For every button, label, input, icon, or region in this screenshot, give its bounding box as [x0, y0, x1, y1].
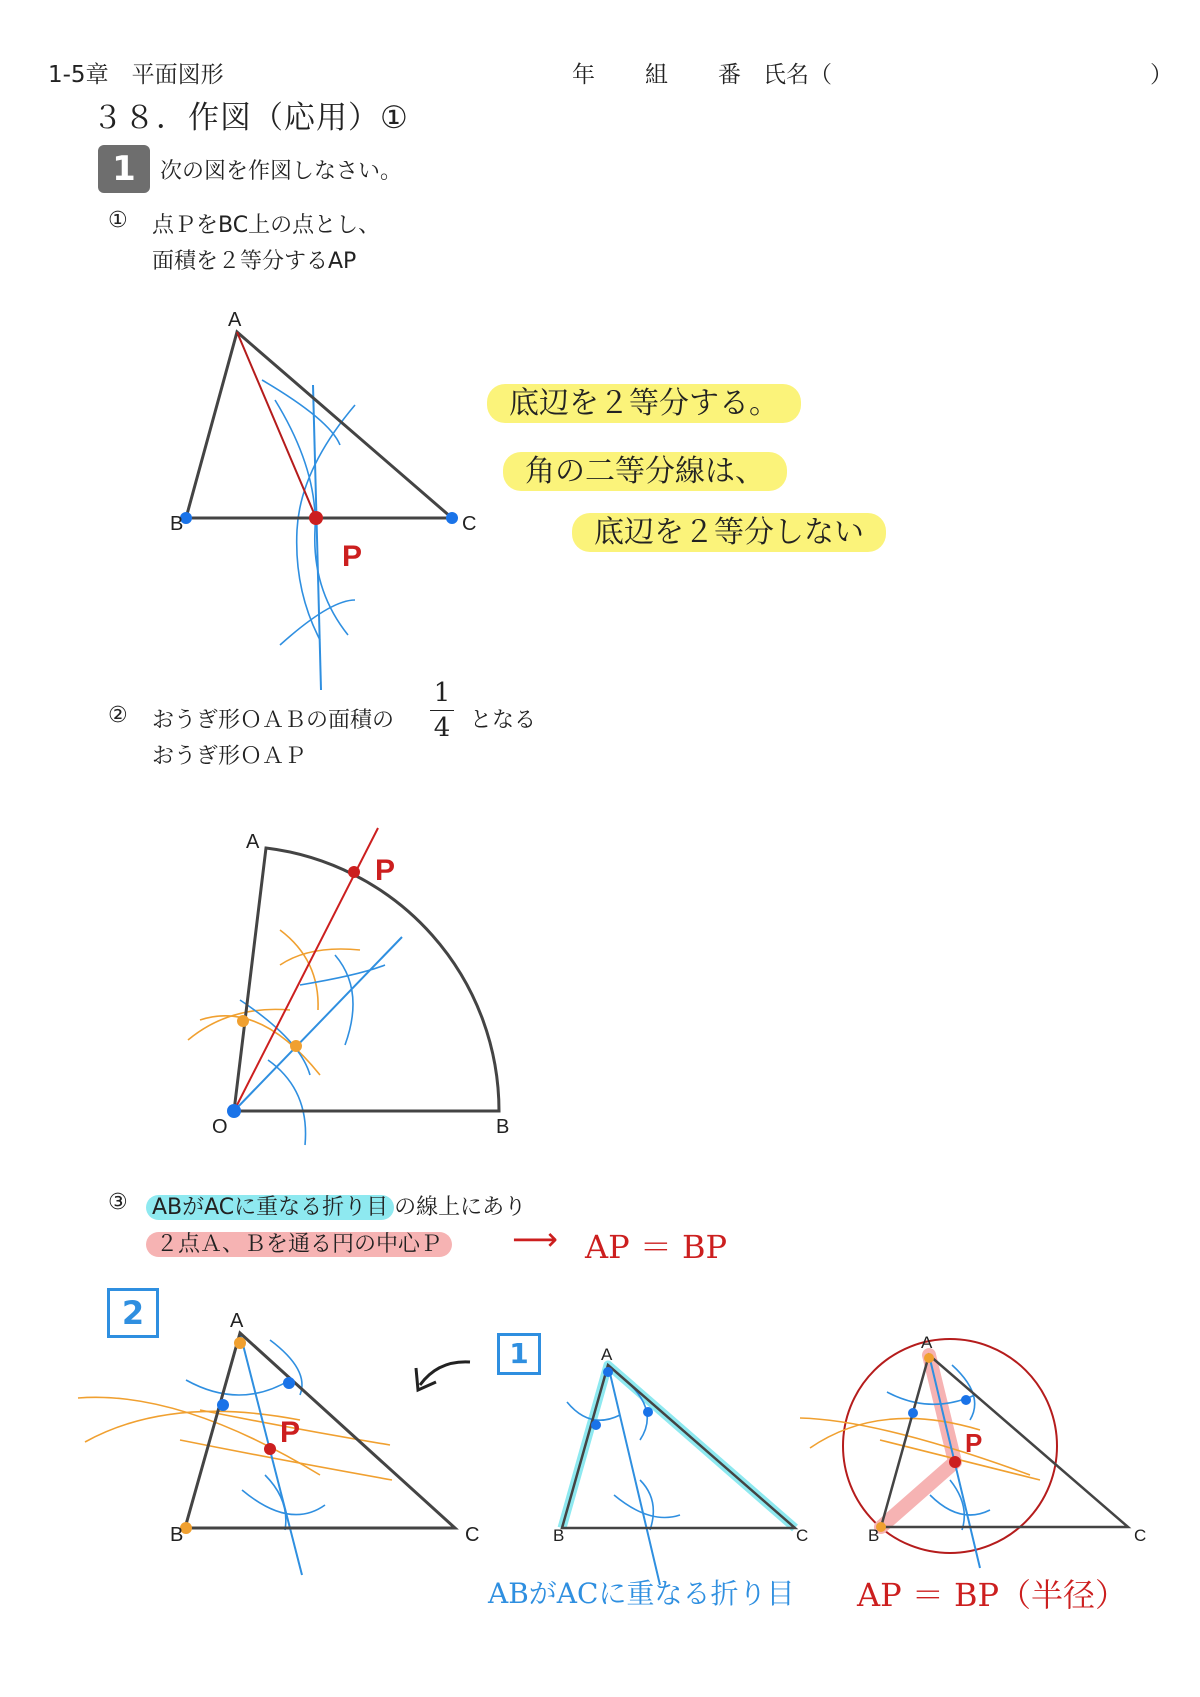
fig5-point-A — [924, 1353, 934, 1363]
q1-line2: 面積を２等分するAP — [152, 249, 357, 274]
q3-box-1: 1 — [497, 1333, 541, 1375]
q3-line1-rest: の線上にあり — [394, 1195, 527, 1220]
q1-line1: 点ＰをBC上の点とし、 — [152, 213, 381, 238]
q1-number: ① — [108, 208, 128, 233]
fig2-sector — [234, 848, 499, 1111]
q1-note-1: 底辺を２等分する。 — [487, 384, 801, 423]
fig2-orange-point-2 — [290, 1040, 302, 1052]
fig2-blue-arcs — [240, 955, 385, 1145]
fig2-point-P — [348, 866, 360, 878]
q2-line1a: おうぎ形ＯＡＢの面積の — [152, 708, 395, 733]
fig2-label-B: B — [496, 1116, 510, 1138]
figure-4 — [553, 1345, 808, 1585]
section-1-instruction: 次の図を作図しなさい。 — [160, 159, 403, 184]
fig1-segment-AP — [237, 332, 316, 518]
number-label: 番 — [718, 62, 741, 88]
fig4-blue-point-1 — [591, 1420, 601, 1430]
q3-arrow: ⟶ — [512, 1220, 558, 1258]
q3-line1-highlight: ABがACに重なる折り目 — [146, 1195, 394, 1220]
fig2-orange-point-1 — [237, 1015, 249, 1027]
fig1-label-A: A — [228, 309, 242, 331]
fig5-blue-point-2 — [961, 1395, 971, 1405]
fig4-point-A — [603, 1367, 613, 1377]
fig3-triangle — [185, 1333, 455, 1528]
q3-caption-right: AP ＝ BP（半径） — [857, 1576, 1128, 1614]
fig4-highlight-AB-AC — [562, 1365, 795, 1528]
fig5-label-A: A — [921, 1333, 933, 1352]
fig5-highlight-AP-BP — [881, 1355, 955, 1527]
fraction-denominator: 4 — [433, 713, 451, 743]
name-label: 氏名（ — [763, 62, 832, 88]
q3-result: AP ＝ BP — [585, 1228, 728, 1266]
fig5-orange-arcs — [800, 1418, 1040, 1480]
figure-1 — [170, 309, 476, 690]
figure-2 — [188, 828, 509, 1145]
fig3-orange-arcs — [78, 1397, 392, 1480]
fig3-blue-point-1 — [217, 1399, 229, 1411]
fig4-label-C: C — [796, 1526, 809, 1545]
class-label: 組 — [645, 62, 668, 88]
q1-note-2: 角の二等分線は、 — [503, 452, 787, 491]
fig2-point-O — [227, 1104, 241, 1118]
q1-note-3: 底辺を２等分しない — [572, 513, 886, 552]
q3-box-2: 2 — [107, 1288, 159, 1338]
fig5-label-C: C — [1134, 1526, 1147, 1545]
fig5-blue-point-1 — [908, 1408, 918, 1418]
q2-line1b: となる — [470, 708, 537, 733]
fig3-orange-point-A — [234, 1337, 246, 1349]
q3-number: ③ — [108, 1190, 128, 1215]
figure-3 — [78, 1310, 479, 1575]
fig1-label-C: C — [462, 513, 477, 535]
fraction-numerator: 1 — [433, 678, 451, 708]
page-title: ３８．作図（応用）① — [92, 100, 409, 136]
fig1-arcs — [262, 380, 355, 645]
fig3-label-P: P — [280, 1416, 301, 1449]
fig5-point-P — [949, 1456, 961, 1468]
fig3-point-P — [264, 1443, 276, 1455]
fig5-label-P: P — [965, 1428, 983, 1458]
section-1-badge: 1 — [98, 145, 150, 193]
year-label: 年 — [572, 62, 595, 88]
figure-5 — [800, 1333, 1146, 1568]
fig3-label-A: A — [230, 1310, 244, 1332]
fig2-label-O: O — [212, 1116, 228, 1138]
fig1-label-P: P — [342, 540, 363, 573]
fig2-orange-arcs — [188, 930, 360, 1075]
fig1-triangle — [186, 332, 452, 518]
fig1-point-P — [309, 511, 323, 525]
q3-caption-left: ABがACに重なる折り目 — [488, 1577, 795, 1610]
fig4-blue-point-2 — [643, 1407, 653, 1417]
fig1-label-B: B — [170, 513, 184, 535]
step-arrow-icon — [420, 1362, 470, 1385]
fig3-label-C: C — [465, 1524, 480, 1546]
fig4-label-A: A — [601, 1345, 613, 1364]
name-close: ） — [1150, 62, 1173, 88]
q2-line2: おうぎ形ＯＡＰ — [152, 744, 307, 769]
fig1-point-C — [446, 512, 458, 524]
q3-line2-highlight: ２点Ａ、Ｂを通る円の中心Ｐ — [146, 1232, 452, 1257]
fig4-label-B: B — [553, 1526, 565, 1545]
fig3-blue-arcs — [186, 1340, 325, 1530]
fig5-label-B: B — [868, 1526, 880, 1545]
q2-number: ② — [108, 703, 128, 728]
fig3-label-B: B — [170, 1524, 184, 1546]
fig3-blue-point-2 — [283, 1377, 295, 1389]
fig2-label-P: P — [375, 854, 396, 887]
fig2-label-A: A — [246, 831, 260, 853]
chapter-label: 1-5章 平面図形 — [48, 62, 224, 88]
